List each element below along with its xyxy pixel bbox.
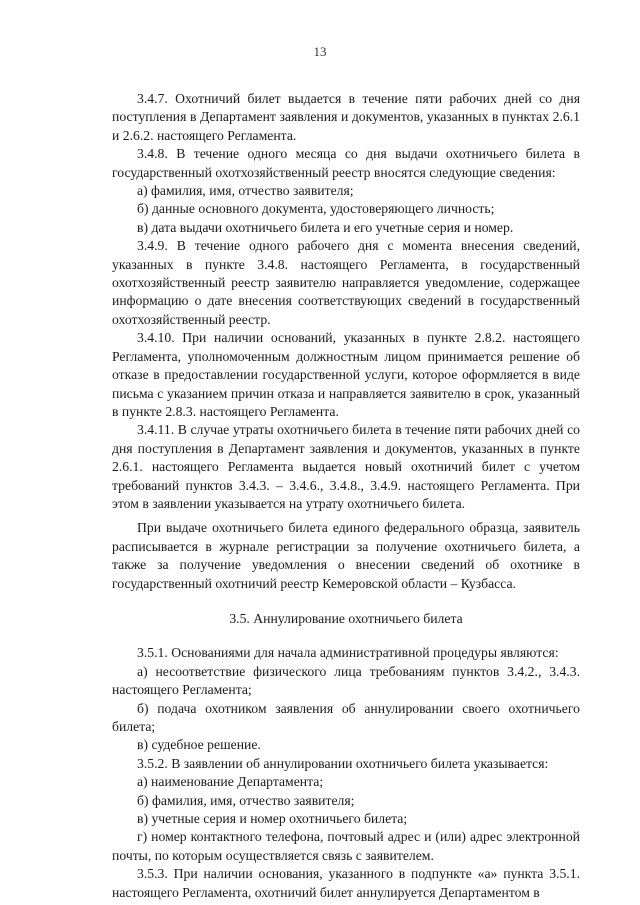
paragraph: а) фамилия, имя, отчество заявителя;: [137, 183, 354, 199]
paragraph: б) подача охотником заявления об аннулировании своего охотничьего билета;: [112, 700, 580, 734]
paragraph: в) дата выдачи охотничьего билета и его учетные серия и номер.: [137, 219, 514, 235]
paragraph: в) судебное решение.: [137, 737, 261, 753]
paragraph: а) несоответствие физического лица требованиям пунктов 3.4.2., 3.4.3. настоящего Регламента;: [112, 663, 580, 698]
paragraph: 3.4.9. В течение одного рабочего дня с момента внесения сведений, указанных в пункте 3.4.8. настоящего Регламента, в государственный охотхозяйственный реестр заявителю направляется уведомление, содержащее информацию о дате внесения соответствующих сведений в государственный охотхозяйственный реестр.: [112, 238, 580, 327]
paragraph: 3.5.3. При наличии основания, указанного в подпункте «а» пункта 3.5.1. настоящего Регламента, охотничий билет аннулируется Департаментом в: [112, 866, 580, 900]
paragraph: 3.5.2. В заявлении об аннулировании охотничьего билета указывается:: [137, 755, 549, 771]
paragraph: в) учетные серия и номер охотничьего билета;: [137, 811, 408, 827]
paragraph: 3.4.11. В случае утраты охотничьего билета в течение пяти рабочих дней со дня поступления в Департамент заявления и документов, указанных в пункте 2.6.1. настоящего Регламента выдается новый охотничий билет с учетом требований пунктов 3.4.3. – 3.4.6., 3.4.8., 3.4.9. настоящего Регламента. При этом в заявлении указывается на утрату охотничьего билета.: [112, 422, 580, 511]
document-body: [112, 90, 580, 902]
paragraph: При выдаче охотничьего билета единого федерального образца, заявитель расписывается в журнале регистрации за получение охотничьего билета, а также за получение уведомления о внесении сведений об охотнике в государственный охотничий реестр Кемеровской области – Кузбасса.: [112, 520, 580, 591]
paragraph: 3.4.10. При наличии оснований, указанных в пункте 2.8.2. настоящего Регламента, уполномоченным должностным лицом принимается решение об отказе в предоставлении государственной услуги, которое оформляется в виде письма с указанием причин отказа и направляется заявителю в срок, указанный в пункте 2.8.3. настоящего Регламента.: [112, 330, 580, 419]
paragraphs-bottom: [112, 644, 580, 902]
section-heading: 3.5. Аннулирование охотничьего билета: [229, 610, 463, 626]
paragraphs-top: [112, 90, 580, 593]
paragraph: 3.5.1. Основаниями для начала административной процедуры являются:: [137, 645, 559, 661]
paragraph: б) фамилия, имя, отчество заявителя;: [137, 792, 355, 808]
page-number: 13: [313, 44, 327, 59]
paragraph: 3.4.8. В течение одного месяца со дня выдачи охотничьего билета в государственный охотхозяйственный реестр вносятся следующие сведения:: [112, 146, 580, 180]
paragraph: 3.4.7. Охотничий билет выдается в течение пяти рабочих дней со дня поступления в Департамент заявления и документов, указанных в пунктах 2.6.1 и 2.6.2. настоящего Регламента.: [112, 91, 580, 143]
paragraph: а) наименование Департамента;: [137, 774, 324, 790]
paragraph: б) данные основного документа, удостоверяющего личность;: [137, 201, 495, 217]
paragraph: г) номер контактного телефона, почтовый адрес и (или) адрес электронной почты, по которым осуществляется связь с заявителем.: [112, 829, 580, 863]
